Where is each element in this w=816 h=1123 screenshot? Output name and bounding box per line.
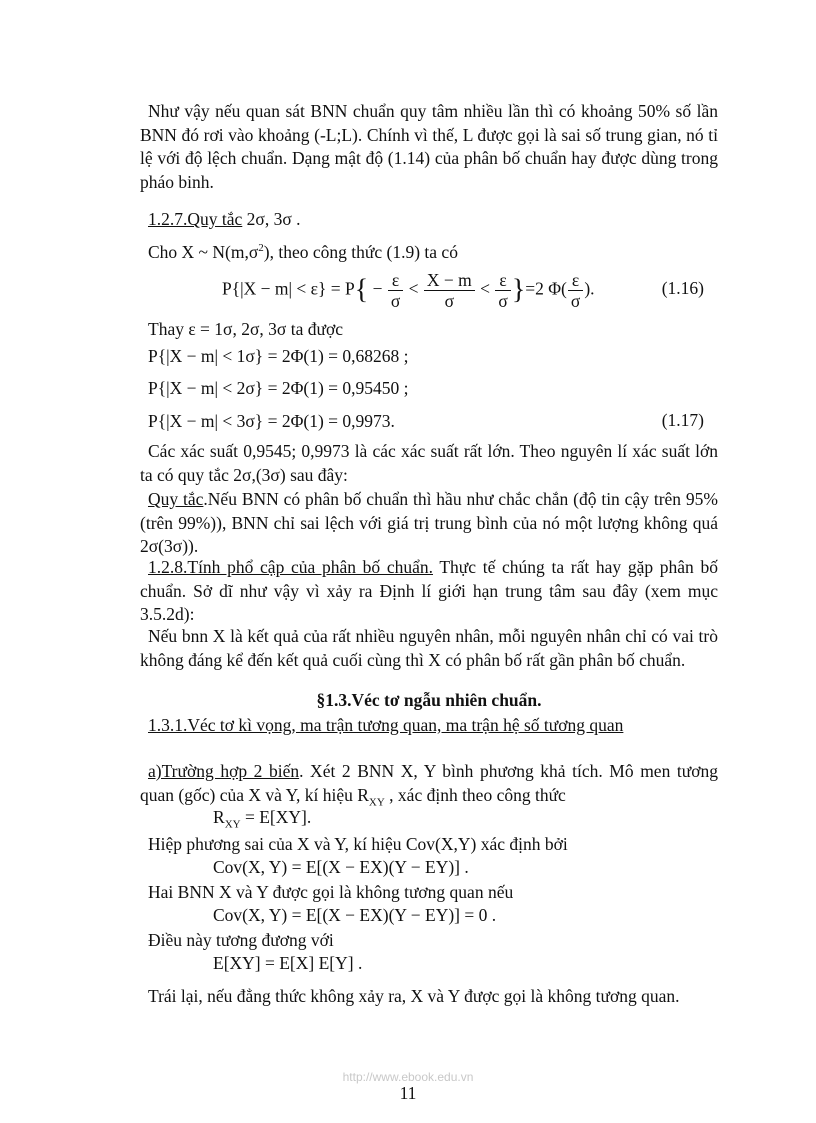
equation-2-sigma: P{|X − m| < 2σ} = 2Φ(1) = 0,95450 ; xyxy=(148,378,409,398)
equation-3-sigma: P{|X − m| < 3σ} = 2Φ(1) = 0,9973. xyxy=(148,411,395,431)
page-number: 11 xyxy=(399,1083,417,1103)
given-text-b: ), theo công thức (1.9) ta có xyxy=(263,241,458,262)
section-1-2-7 xyxy=(148,208,301,230)
case-label: a)Trường hợp 2 biến xyxy=(148,761,300,781)
eq-116-close: ). xyxy=(584,278,595,299)
given-sup: 2 xyxy=(258,242,264,254)
case-text-2: , xác định theo công thức xyxy=(384,784,566,805)
footer-url: http://www.ebook.edu.vn xyxy=(342,1070,474,1084)
fraction-xm-sigma: $\frac{X - m}{\sigma}$ xyxy=(424,270,475,311)
equation-1-16 xyxy=(222,270,595,311)
section-1-2-8 xyxy=(140,556,718,627)
given-distribution-line xyxy=(148,237,458,263)
section-1-3-1-title: 1.3.1.Véc tơ kì vọng, ma trận tương quan, ma trận hệ số tương quan xyxy=(148,715,624,735)
rule-text: .Nếu BNN có phân bố chuẩn thì hầu như chắc chắn (độ tin cậy trên 95%(trên 99%)), BNN chỉ sai lệch với giá trị trung bình của nó một lượng không quá 2σ(3σ)). xyxy=(140,489,718,556)
substitution-line: Thay ε = 1σ, 2σ, 3σ ta được xyxy=(148,319,343,339)
covariance-equation: Cov(X, Y) = E[(X − EX)(Y − EY)] . xyxy=(213,857,469,877)
case-sub: XY xyxy=(368,796,385,808)
section-heading-1-3: §1.3.Véc tơ ngẫu nhiên chuẩn. xyxy=(316,690,542,710)
closing-line: Trái lại, nếu đẳng thức không xảy ra, X và Y được gọi là không tương quan. xyxy=(148,986,680,1006)
paragraph-central-limit: Nếu bnn X là kết quả của rất nhiều nguyên nhân, mỗi nguyên nhân chỉ có vai trò không đáng kể đến kết quả cuối cùng thì X có phân bố rất gần phân bố chuẩn. xyxy=(140,626,718,670)
eq-116-minus: − xyxy=(372,278,383,299)
covariance-intro: Hiệp phương sai của X và Y, kí hiệu Cov(X,Y) xác định bởi xyxy=(148,834,568,854)
case-text: . Xét 2 BNN X, Y bình phương khả tích. Mô men tương quan (gốc) của X và Y, kí hiệu R xyxy=(140,761,719,805)
eq-116-lt-1: < xyxy=(408,278,419,299)
section-1-2-7-title: 1.2.7.Quy tắc xyxy=(148,209,243,229)
paragraph-probabilities: Các xác suất 0,9545; 0,9973 là các xác suất rất lớn. Theo nguyên lí xác suất lớn ta có quy tắc 2σ,(3σ) sau đây: xyxy=(140,441,718,485)
section-1-3-1 xyxy=(148,714,623,736)
equation-1-sigma: P{|X − m| < 1σ} = 2Φ(1) = 0,68268 ; xyxy=(148,346,409,366)
fraction-eps-sigma-3: $\frac{\varepsilon}{\sigma}$ xyxy=(568,270,583,311)
equivalence-equation: E[XY] = E[X] E[Y] . xyxy=(213,953,363,973)
open-brace: { xyxy=(354,274,369,306)
eq-116-lhs: P{|X − m| < ε} = P xyxy=(222,278,355,299)
uncorrelated-equation: Cov(X, Y) = E[(X − EX)(Y − EY)] = 0 . xyxy=(213,905,497,925)
section-1-2-8-text: Thực tế chúng ta rất hay gặp phân bố chuẩn. Sở dĩ như vậy vì xảy ra Định lí giới hạn trung tâm sau đây (xem mục 3.5.2d): xyxy=(140,557,718,624)
equation-number-1-17: (1.17) xyxy=(661,410,704,430)
section-1-2-8-title: 1.2.8.Tính phổ cập của phân bố chuẩn. xyxy=(148,557,433,577)
paragraph-intro: Như vậy nếu quan sát BNN chuẩn quy tâm nhiều lần thì có khoảng 50% số lần BNN đó rơi vào khoảng (-L;L). Chính vì thế, L được gọi là sai số trung gian, nó tỉ lệ với độ lệch chuẩn. Dạng mật độ (1.14) của phân bố chuẩn hay được dùng trong pháo binh. xyxy=(140,101,718,192)
paragraph-rule xyxy=(140,488,718,559)
fraction-eps-sigma: $\frac{\varepsilon}{\sigma}$ xyxy=(388,270,403,311)
eq-116-lt-2: < xyxy=(480,278,490,299)
section-1-2-7-rest: 2σ, 3σ . xyxy=(242,209,301,229)
uncorrelated-intro: Hai BNN X và Y được gọi là không tương quan nếu xyxy=(148,882,514,902)
given-text-a: Cho X ~ N(m,σ xyxy=(148,241,259,262)
equivalence-intro: Điều này tương đương với xyxy=(148,930,334,950)
equation-rxy: $R_{XY} = E[XY]$. xyxy=(213,807,312,831)
equation-number-1-16: (1.16) xyxy=(661,278,704,298)
fraction-eps-sigma-2: $\frac{\varepsilon}{\sigma}$ xyxy=(495,270,510,311)
eq-116-tail: =2 Φ( xyxy=(525,278,567,299)
rule-label: Quy tắc xyxy=(148,489,204,509)
close-brace: } xyxy=(511,274,526,306)
